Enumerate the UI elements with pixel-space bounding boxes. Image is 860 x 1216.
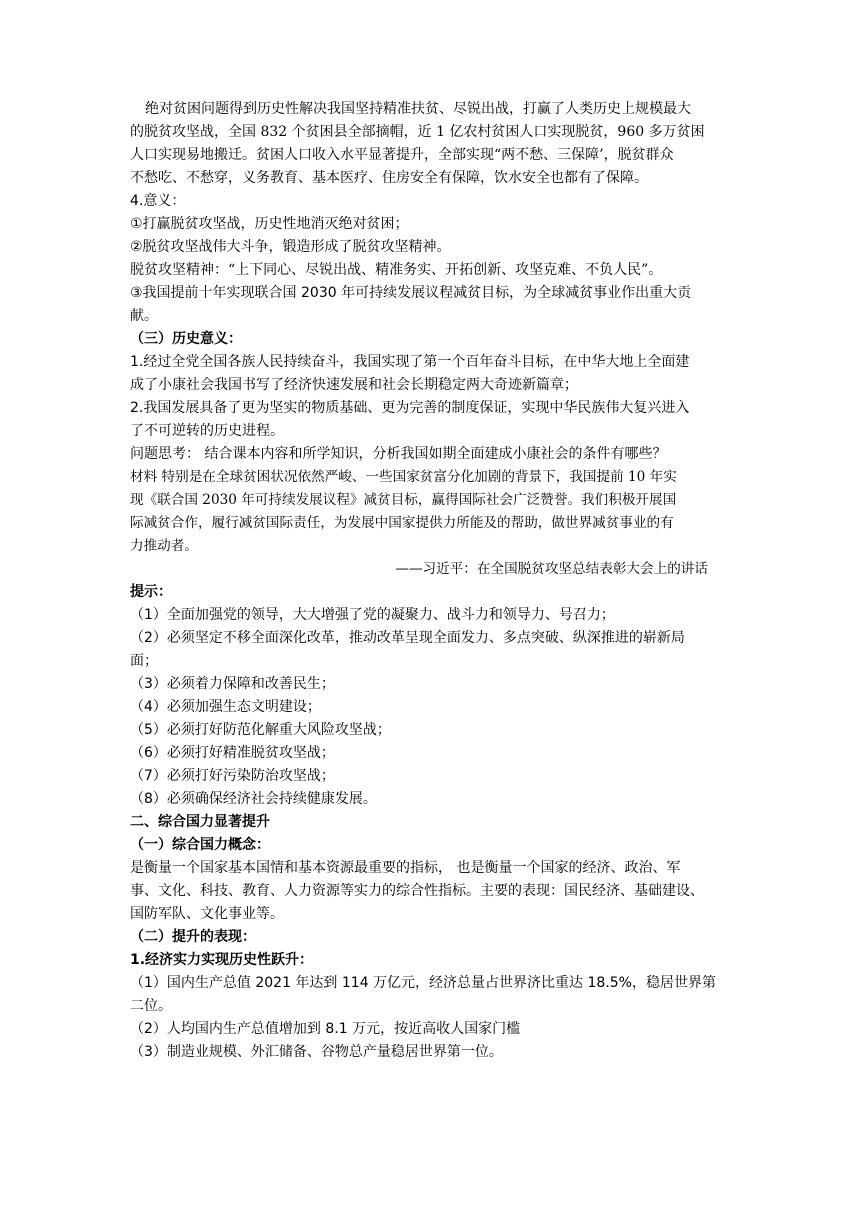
- material-line-3: 际减贫合作，履行减贫国际责任，为发展中国家提供力所能及的帮助，做世界减贫事业的有: [130, 515, 674, 531]
- intro-line-2: 的脱贫攻坚战，全国 832 个贫困县全部摘帽，近 1 亿农村贫困人口实现脱贫，960 多万贫困: [130, 124, 705, 140]
- concept-line-2: 事、文化、科技、教育、人力资源等实力的综合性指标。主要的表现：国民经济、基础建设、: [130, 883, 704, 899]
- material-line-4: 力推动者。: [130, 538, 198, 554]
- spirit-line: 脱贫攻坚精神：“上下同心、尽锐出战、精准务实、开拓创新、攻坚克难、不负人民”。: [130, 262, 663, 278]
- concept-line-3: 国防军队、文化事业等。: [130, 906, 284, 922]
- historic-2-line-1: 2.我国发展具备了更为坚实的物质基础、更为完善的制度保证，实现中华民族伟大复兴进入: [130, 400, 690, 416]
- hint-item: （7）必须打好污染防治攻坚战；: [130, 768, 335, 784]
- hint-item: （6）必须打好精准脱贫攻坚战；: [130, 745, 335, 761]
- econ-item: （3）制造业规模、外汇储备、谷物总产量稳居世界第一位。: [130, 1044, 503, 1060]
- concept-heading: （一）综合国力概念：: [130, 837, 270, 853]
- historic-1-line-2: 成了小康社会我国书写了经济快速发展和社会长期稳定两大奇迹新篇章；: [130, 377, 578, 393]
- econ-heading: 1.经济实力实现历史性跃升：: [130, 952, 314, 968]
- material-line-1: 材料 特别是在全球贫困状况依然严峻、一些国家贫富分化加剧的背景下，我国提前 10 年实: [130, 469, 677, 485]
- intro-line-1: 绝对贫困问题得到历史性解决我国坚持精准扶贫、尽锐出战，打赢了人类历史上规模最大: [145, 101, 691, 117]
- econ-item: 二位。: [130, 998, 172, 1014]
- econ-item: （1）国内生产总值 2021 年达到 114 万亿元，经济总量占世界济比重达 18.5%，稳居世界第: [130, 975, 716, 991]
- hint-item: （1）全面加强党的领导，大大增强了党的凝聚力、战斗力和领导力、号召力；: [130, 607, 615, 623]
- intro-line-3: 人口实现易地搬迁。贫困人口收入水平显著提升，全部实现“两不愁、三保障’，脱贫群众: [130, 147, 674, 163]
- historic-2-line-2: 了不可逆转的历史进程。: [130, 423, 284, 439]
- hint-item: （4）必须加强生态文明建设；: [130, 699, 321, 715]
- significance-item-3-line-2: 献。: [130, 308, 158, 324]
- significance-heading: 4.意义：: [130, 193, 186, 209]
- significance-item-2: ②脱贫攻坚战伟大斗争，锻造形成了脱贫攻坚精神。: [130, 239, 451, 255]
- hint-item: （5）必须打好防范化解重大风险攻坚战；: [130, 722, 391, 738]
- econ-item: （2）人均国内生产总值增加到 8.1 万元，按近高收人国家门槛: [130, 1021, 521, 1037]
- concept-line-1: 是衡量一个国家基本国情和基本资源最重要的指标， 也是衡量一个国家的经济、政治、军: [130, 860, 681, 876]
- material-source: ——习近平：在全国脱贫攻坚总结表彰大会上的讲话: [395, 561, 708, 577]
- historic-1-line-1: 1.经过全党全国各族人民持续奋斗，我国实现了第一个百年奋斗目标，在中华大地上全面建: [130, 354, 690, 370]
- significance-item-3-line-1: ③我国提前十年实现联合国 2030 年可持续发展议程减贫目标，为全球减贫事业作出重大贡: [130, 285, 692, 301]
- material-line-2: 现《联合国 2030 年可持续发展议程》减贫目标，赢得国际社会广泛赞誉。我们积极开展国: [130, 492, 677, 508]
- hint-item: （8）必须确保经济社会持续健康发展。: [130, 791, 377, 807]
- hint-item: 面；: [130, 653, 158, 669]
- improve-heading: （二）提升的表现：: [130, 929, 256, 945]
- hint-heading: 提示：: [130, 584, 172, 600]
- hint-item: （2）必须坚定不移全面深化改革，推动改革呈现全面发力、多点突破、纵深推进的崭新局: [130, 630, 685, 646]
- question-line: 问题思考： 结合课本内容和所学知识，分析我国如期全面建成小康社会的条件有哪些？: [130, 446, 667, 462]
- historic-heading: （三）历史意义：: [130, 331, 242, 347]
- document-page: [130, 98, 730, 1064]
- significance-item-1: ①打赢脱贫攻坚战，历史性地消灭绝对贫困；: [130, 216, 409, 232]
- section-2-heading: 二、综合国力显著提升: [130, 814, 270, 830]
- hint-item: （3）必须着力保障和改善民生；: [130, 676, 335, 692]
- intro-line-4: 不愁吃、不愁穿，义务教育、基本医疗、住房安全有保障，饮水安全也都有了保障。: [130, 170, 648, 186]
